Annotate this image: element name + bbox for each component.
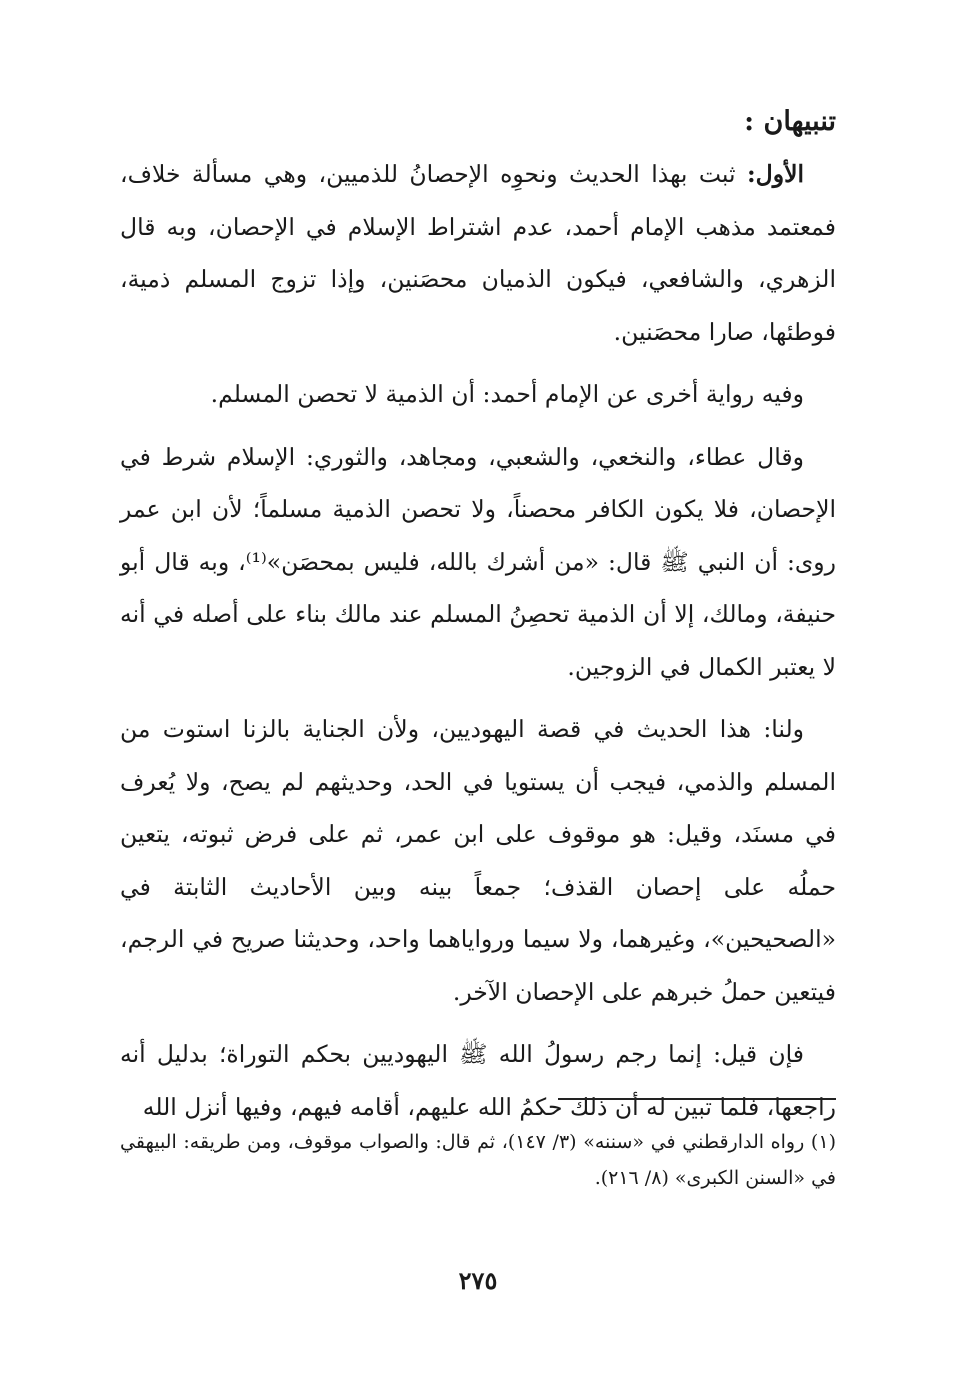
footnotes bbox=[120, 1124, 836, 1196]
paragraph-4: ولنا: هذا الحديث في قصة اليهوديين، ولأن الجناية بالزنا استوت من المسلم والذمي، فيجب أن يستويا في الحد، وحديثهم لم يصح، ولا يُعرف في مسنَد، وقيل: هو موقوف على ابن عمر، ثم على فرض ثبوته، يتعين حملُه على إحصان القذف؛ جمعاً بينه وبين الأحاديث الثابتة في «الصحيحين»، وغيرهما، ولا سيما ورواياهما واحد، وحديثنا صريح في الرجم، فيتعين حملُ خبرهم على الإحصان الآخر. bbox=[120, 715, 836, 1006]
page-body bbox=[120, 96, 836, 1346]
section-heading: تنبيهان : bbox=[744, 106, 836, 137]
paragraph-2: وفيه رواية أخرى عن الإمام أحمد: أن الذمية لا تحصن المسلم. bbox=[210, 380, 804, 408]
paragraph-1 bbox=[120, 148, 836, 358]
paragraph-1-lead: الأول: bbox=[746, 160, 804, 188]
paragraph-1-text: ثبت بهذا الحديث ونحوِه الإحصانُ للذميين، وهي مسألة خلاف، فمعتمد مذهب الإمام أحمد، عدم اشتراط الإسلام في الإحصان، وبه قال الزهري، والشافعي، فيكون الذميان محصَنين، وإذا تزوج المسلم ذمية، فوطئها، صارا محصَنين. bbox=[120, 160, 836, 346]
footnote-1: (١) رواه الدارقطني في «سننه» (٣/ ١٤٧)، ثم قال: والصواب موقوف، ومن طريقه: البيهقي في «السنن الكبرى» (٨/ ٢١٦). bbox=[120, 1131, 836, 1189]
footnote-divider bbox=[558, 1098, 836, 1100]
paragraph-5: فإن قيل: إنما رجم رسولُ الله ﷺ اليهوديين بحكم التوراة؛ بدليل أنه راجعها، فلما تبين له أن ذلك حكمُ الله عليهم، أقامه فيهم، وفيها أنزل الله bbox=[120, 1040, 836, 1121]
page-number: ٢٧٥ bbox=[458, 1266, 498, 1295]
paragraph-3: وقال عطاء، والنخعي، والشعبي، ومجاهد، والثوري: الإسلام شرط في الإحصان، فلا يكون الكافر محصناً، ولا تحصن الذمية مسلماً؛ لأن ابن عمر روى: أن النبي ﷺ قال: «من أشرك بالله، فليس بمحصَن»⁽¹⁾، وبه قال أبو حنيفة، ومالك، إلا أن الذمية تحصِنُ المسلم عند مالك بناء على أصله في أنه لا يعتبر الكمال في الزوجين. bbox=[120, 442, 836, 681]
